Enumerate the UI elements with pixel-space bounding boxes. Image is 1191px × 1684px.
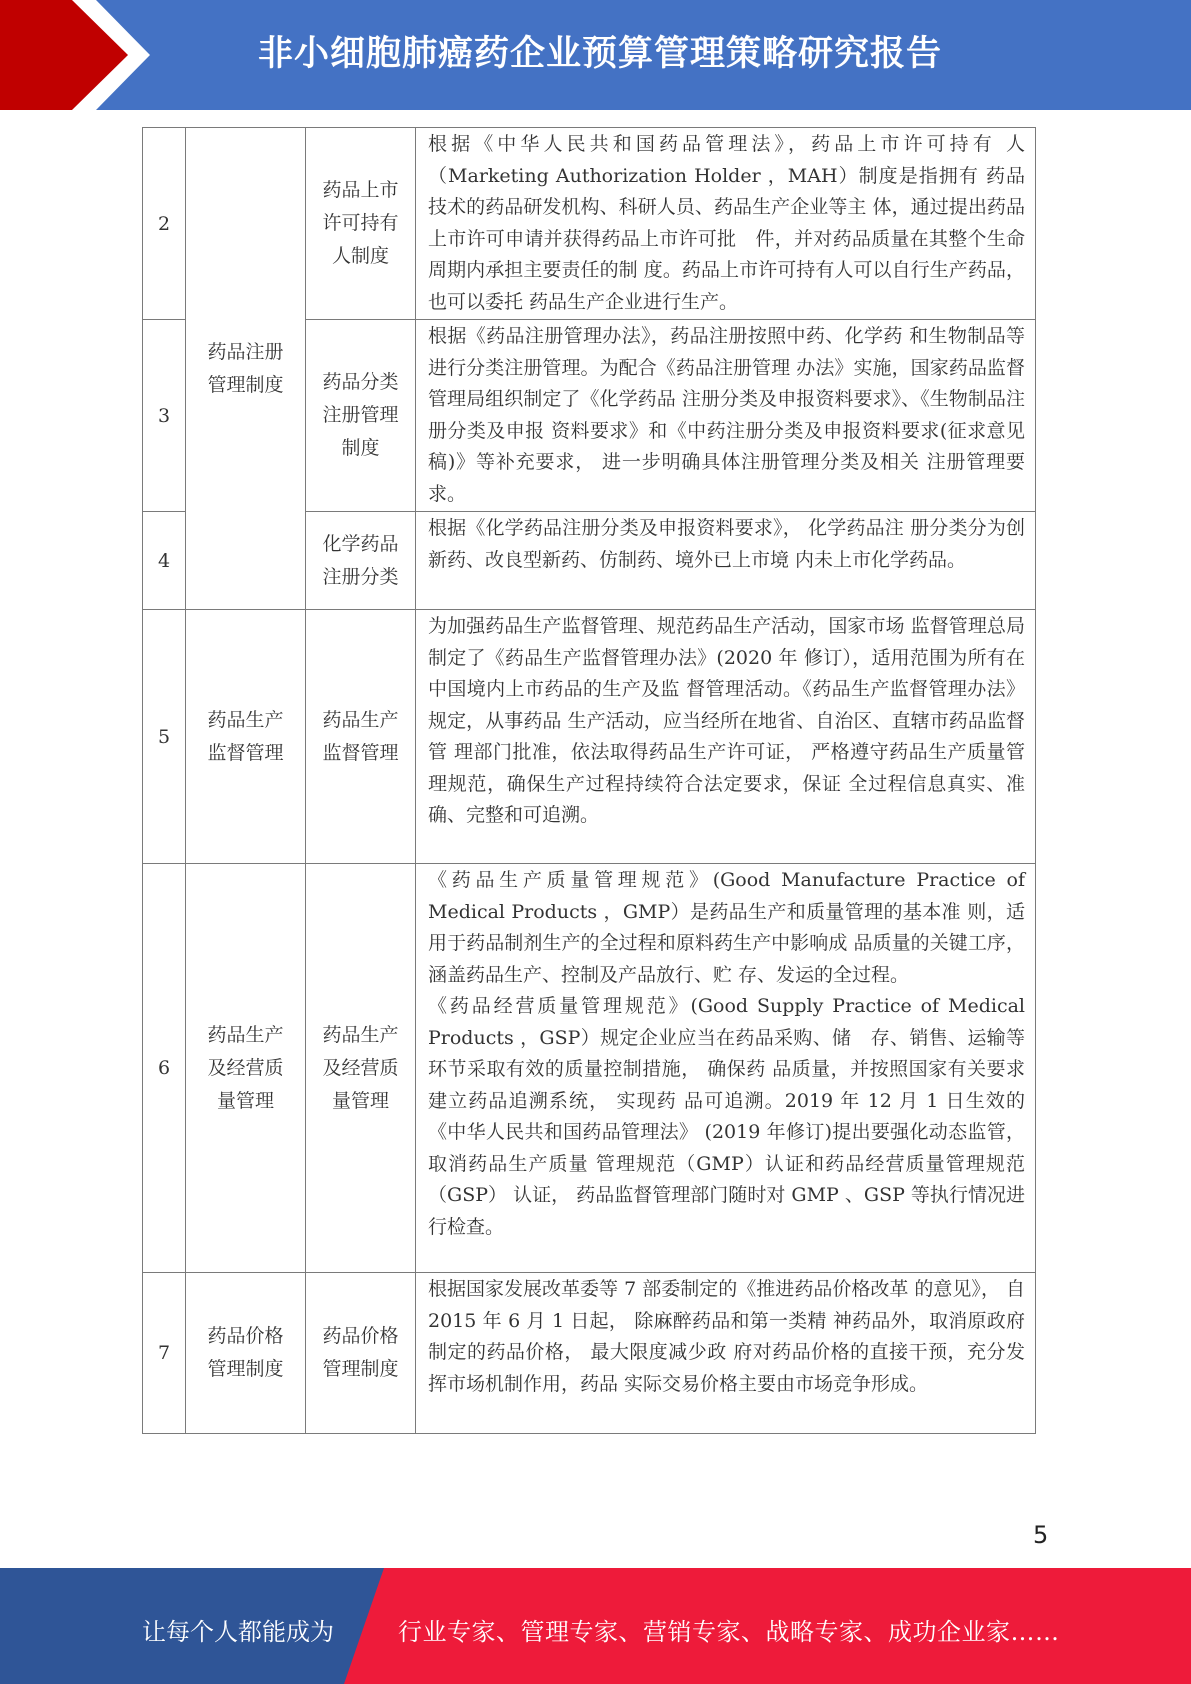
subcategory-cell: [306, 512, 416, 610]
category-label: 药品注册管理制度: [207, 340, 284, 396]
category-cell: [186, 128, 306, 610]
page-footer: [0, 1568, 1191, 1684]
category-label: 药品生产监督管理: [207, 708, 284, 764]
description-cell: 根据《药品注册管理办法》，药品注册按照中药、化学药 和生物制品等进行分类注册管理。为配合《药品注册管理 办法》实施，国家药品监督管理局组织制定了《化学药品 注册分类及申报资料要求》、《生物制品注册分类及申报 资料要求》和《中药注册分类及申报资料要求(征求意见 稿)》等补充要求， 进一步明确具体注册管理分类及相关 注册管理要求。: [416, 320, 1036, 512]
row-number: 3: [143, 320, 186, 512]
description-cell: 根据《中华人民共和国药品管理法》，药品上市许可持有 人（Marketing Authorization Holder ，MAH）制度是指拥有 药品技术的药品研发机构、科研人员、药品生产企业等主 体，通过提出药品上市许可申请并获得药品上市许可批 件，并对药品质量在其整个生命周期内承担主要责任的制 度。药品上市许可持有人可以自行生产药品， 也可以委托 药品生产企业进行生产。: [416, 128, 1036, 320]
subcategory-cell: [306, 320, 416, 512]
description-cell: 为加强药品生产监督管理、规范药品生产活动，国家市场 监督管理总局制定了《药品生产监督管理办法》(2020 年 修订），适用范围为所有在中国境内上市药品的生产及监 督管理活动。《药品生产监督管理办法》规定，从事药品 生产活动，应当经所在地省、自治区、直辖市药品监督管 理部门批准，依法取得药品生产许可证， 严格遵守药品生产质量管理规范，确保生产过程持续符合法定要求，保证 全过程信息真实、准确、完整和可追溯。: [416, 610, 1036, 864]
gmp-paragraph: 《药品生产质量管理规范》(Good Manufacture Practice of Medical Products ，GMP）是药品生产和质量管理的基本准 则，适用于药品制剂生产的全过程和原料药生产中影响成 品质量的关键工序， 涵盖药品生产、控制及产品放行、贮 存、发运的全过程。: [428, 869, 1025, 986]
category-cell: [186, 864, 306, 1273]
category-label: 药品生产及经营质量管理: [207, 1023, 284, 1112]
gsp-paragraph: 《药品经营质量管理规范》(Good Supply Practice of Medical Products ，GSP）规定企业应当在药品采购、储 存、销售、运输等环节采取有效的质量控制措施， 确保药 品质量，并按照国家有关要求建立药品追溯系统， 实现药 品可追溯。2019 年 12 月 1 日生效的《中华人民共和国药品管理法》 (2019 年修订)提出要强化动态监管，取消药品生产质量 管理规范（GMP）认证和药品经营质量管理规范（GSP） 认证， 药品监督管理部门随时对 GMP 、GSP 等执行情况进 行检查。: [428, 995, 1025, 1238]
subcategory-label: 药品生产监督管理: [322, 708, 399, 764]
description-cell: [416, 864, 1036, 1273]
report-title: 非小细胞肺癌药企业预算管理策略研究报告: [258, 34, 943, 74]
category-cell: [186, 610, 306, 864]
subcategory-cell: [306, 128, 416, 320]
description-cell: 根据国家发展改革委等 7 部委制定的《推进药品价格改革 的意见》， 自 2015 年 6 月 1 日起， 除麻醉药品和第一类精 神药品外，取消原政府制定的药品价格， 最大限度减少政 府对药品价格的直接干预，充分发挥市场机制作用，药品 实际交易价格主要由市场竞争形成。: [416, 1273, 1036, 1434]
footer-slogan-right: 行业专家、管理专家、营销专家、战略专家、成功企业家……: [398, 1618, 1060, 1646]
subcategory-cell: [306, 610, 416, 864]
subcategory-label: 药品价格管理制度: [322, 1325, 399, 1380]
category-label: 药品价格管理制度: [207, 1325, 284, 1380]
table-row: [143, 1273, 1036, 1434]
row-number: 5: [143, 610, 186, 864]
row-number: 7: [143, 1273, 186, 1434]
page-header: [0, 0, 1191, 110]
description-cell: 根据《化学药品注册分类及申报资料要求》， 化学药品注 册分类分为创新药、改良型新药、仿制药、境外已上市境 内未上市化学药品。: [416, 512, 1036, 610]
subcategory-label: 化学药品注册分类: [322, 532, 399, 588]
regulation-table: [142, 127, 1036, 1434]
subcategory-label: 药品上市许可持有人制度: [322, 179, 399, 267]
footer-slogan-left: 让每个人都能成为: [142, 1618, 334, 1646]
table-row: [143, 128, 1036, 320]
page-number: 5: [1033, 1521, 1049, 1549]
table-row: [143, 610, 1036, 864]
subcategory-cell: [306, 1273, 416, 1434]
category-cell: [186, 1273, 306, 1434]
subcategory-label: 药品分类注册管理制度: [322, 371, 399, 459]
row-number: 4: [143, 512, 186, 610]
subcategory-cell: [306, 864, 416, 1273]
table-row: [143, 864, 1036, 1273]
row-number: 6: [143, 864, 186, 1273]
subcategory-label: 药品生产及经营质量管理: [322, 1023, 399, 1112]
row-number: 2: [143, 128, 186, 320]
